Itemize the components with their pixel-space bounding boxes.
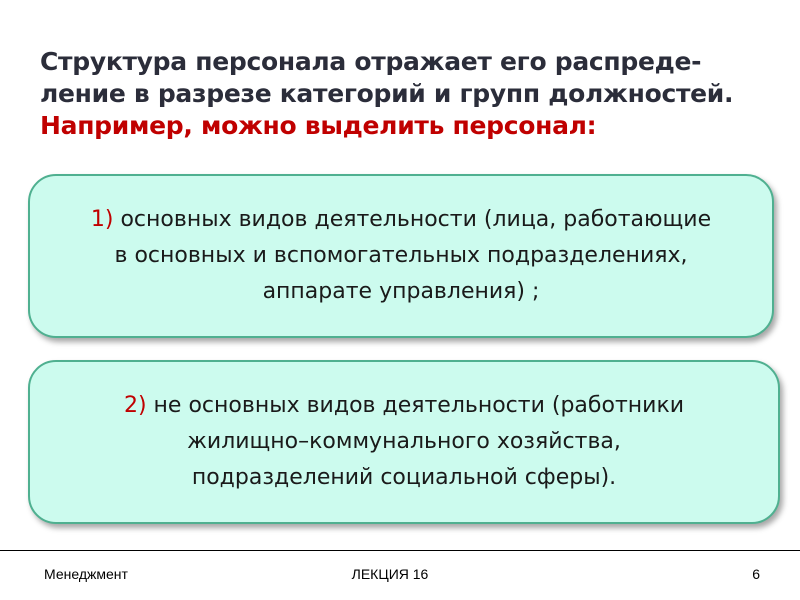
footer-course-name: Менеджмент [44, 566, 128, 582]
category-box-2-line-3: подразделений социальной сферы). [191, 465, 617, 490]
footer-page-number: 6 [752, 566, 760, 582]
category-box-2 [28, 360, 780, 524]
title-line-1: Структура персонала отражает его распреде- [40, 47, 702, 76]
category-box-1-text [91, 202, 711, 310]
title-line-3: Например, можно выделить персонал: [40, 111, 597, 140]
category-box-2-text [124, 388, 684, 496]
category-box-2-line-1: не основных видов деятельности (работники [153, 393, 685, 418]
footer-lecture-label: ЛЕКЦИЯ 16 [351, 566, 429, 582]
category-box-1-line-3: аппарате управления) ; [262, 279, 540, 304]
category-box-1-line-1: основных видов деятельности (лица, работающие [120, 207, 712, 232]
category-box-1-line-2: в основных и вспомогательных подразделениях, [114, 243, 688, 268]
slide-title [40, 46, 790, 142]
footer-divider [0, 550, 800, 551]
category-box-2-number: 2) [123, 393, 147, 418]
title-line-2: ление в разрезе категорий и групп должностей. [40, 79, 734, 108]
category-box-1 [28, 174, 774, 338]
category-box-2-line-2: жилищно–коммунального хозяйства, [187, 429, 621, 454]
category-box-1-number: 1) [90, 207, 114, 232]
